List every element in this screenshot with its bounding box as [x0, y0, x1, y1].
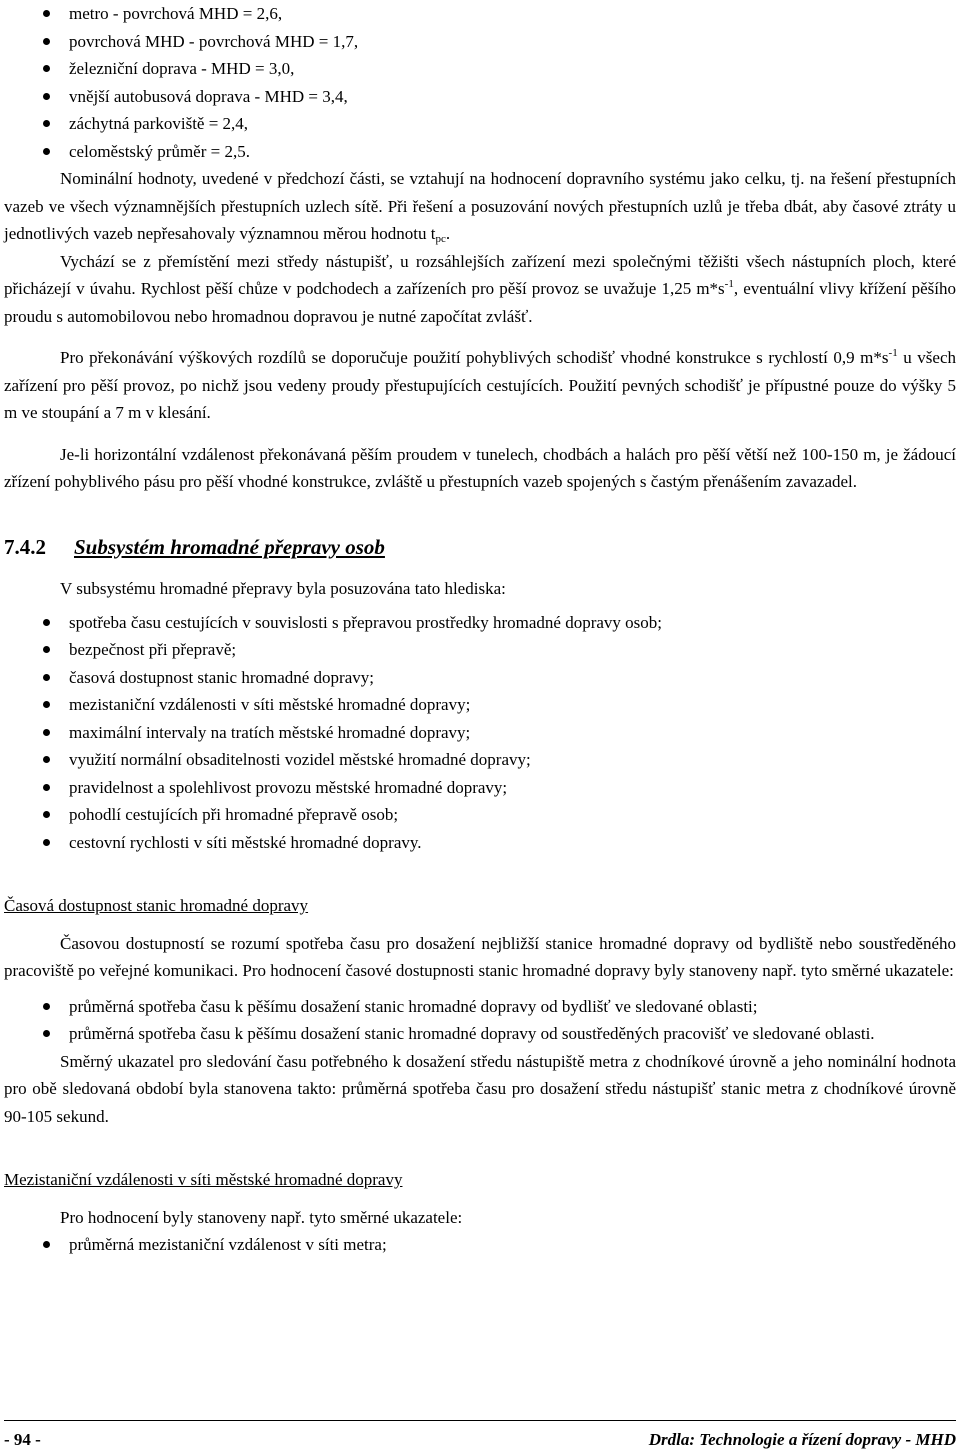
subsection-heading-time-accessibility: Časová dostupnost stanic hromadné dopravy [4, 896, 309, 915]
stop-distance-list [4, 1231, 956, 1259]
list-item: průměrná spotřeba času k pěšímu dosažení stanic hromadné dopravy od soustředěných pracovišť ve sledované oblasti. [4, 1020, 956, 1048]
paragraph-nominal-values: Nominální hodnoty, uvedené v předchozí části, se vztahují na hodnocení dopravního systému jako celku, tj. na řešení přestupních vazeb ve všech významnějších přestupních uzlech sítě. Při řešení a posuzování nových přestupních uzlů je třeba dbát, aby časové ztráty u jednotlivých vazeb nepřesahovaly významnou měrou hodnotu $t_{pc}$. [4, 169, 956, 245]
list-item: záchytná parkoviště = 2,4, [4, 110, 956, 138]
section-number: 7.4.2 [4, 534, 46, 559]
document-page [4, 0, 956, 1259]
page-footer [4, 1420, 956, 1451]
paragraph-walking-speed: Vychází se z přemístění mezi středy nástupišť, u rozsáhlejších zařízení mezi společnými těžišti všech nástupních ploch, které přicházejí v úvahu. Rychlost pěší chůze v podchodech a zařízeních pro pěší provoz se uvažuje 1,25 $m*s^{-1}$, eventuální vlivy křížení pěšího proudu s automobilovou nebo hromadnou dopravou je nutné započítat zvlášť. [4, 251, 956, 326]
criteria-list [4, 609, 956, 857]
time-accessibility-list [4, 993, 956, 1048]
list-item: cestovní rychlosti v síti městské hromadné dopravy. [4, 829, 956, 857]
list-item: využití normální obsaditelnosti vozidel městské hromadné dopravy; [4, 746, 956, 774]
list-item: časová dostupnost stanic hromadné dopravy; [4, 664, 956, 692]
section-title: Subsystém hromadné přepravy osob [74, 534, 385, 559]
section-heading [4, 534, 956, 562]
paragraph-metro-platform: Směrný ukazatel pro sledování času potřebného k dosažení středu nástupiště metra z chodníkové úrovně a jeho nominální hodnota pro obě sledovaná období byla stanovena takto: průměrná spotřeba času pro dosažení středu nástupišť stanic metra z chodníkové úrovně 90-105 sekund. [4, 1051, 956, 1126]
list-item: železniční doprava - MHD = 3,0, [4, 55, 956, 83]
list-item: metro - povrchová MHD = 2,6, [4, 0, 956, 28]
subsection-heading-stop-distances: Mezistaniční vzdálenosti v síti městské hromadné dopravy [4, 1170, 403, 1189]
list-item: spotřeba času cestujících v souvislosti s přepravou prostředky hromadné dopravy osob; [4, 609, 956, 637]
ratio-list [4, 0, 956, 165]
list-item: mezistaniční vzdálenosti v síti městské hromadné dopravy; [4, 691, 956, 719]
page-number: - 94 - [4, 1430, 41, 1449]
list-item: maximální intervaly na tratích městské hromadné dopravy; [4, 719, 956, 747]
list-item: celoměstský průměr = 2,5. [4, 138, 956, 166]
paragraph-escalators: Pro překonávání výškových rozdílů se doporučuje použití pohyblivých schodišť vhodné konstrukce s rychlostí 0,9 $m*s^{-1}$ u všech zařízení pro pěší provoz, po nichž jsou vedeny proudy přestupujících cestujících. Použití pevných schodišť je přípustné pouze do výšky 5 m ve stoupání a 7 m v klesání. [4, 347, 956, 422]
section-intro: V subsystému hromadné přepravy byla posuzována tato hlediska: [60, 579, 506, 598]
list-item: bezpečnost při přepravě; [4, 636, 956, 664]
paragraph-moving-walkway: Je-li horizontální vzdálenost překonávaná pěším proudem v tunelech, chodbách a halách pro pěší větší než 100-150 m, je žádoucí zřízení pohyblivého pásu pro pěší vhodné konstrukce, zvláště u přestupních vazeb spojených s častým přenášením zavazadel. [4, 444, 956, 491]
footer-author: Drdla: Technologie a řízení dopravy - MHD [648, 1430, 956, 1449]
list-item: pohodlí cestujících při hromadné přepravě osob; [4, 801, 956, 829]
list-item: pravidelnost a spolehlivost provozu městské hromadné dopravy; [4, 774, 956, 802]
list-item: vnější autobusová doprava - MHD = 3,4, [4, 83, 956, 111]
list-item: povrchová MHD - povrchová MHD = 1,7, [4, 28, 956, 56]
paragraph-stop-distances: Pro hodnocení byly stanoveny např. tyto směrné ukazatele: [60, 1207, 463, 1227]
paragraph-time-accessibility: Časovou dostupností se rozumí spotřeba času pro dosažení nejbližší stanice hromadné dopravy od bydliště nebo soustředěného pracoviště po veřejné komunikaci. Pro hodnocení časové dostupnosti stanic hromadné dopravy byly stanoveny např. tyto směrné ukazatele: [4, 933, 956, 980]
list-item: průměrná mezistaniční vzdálenost v síti metra; [4, 1231, 956, 1259]
list-item: průměrná spotřeba času k pěšímu dosažení stanic hromadné dopravy od bydlišť ve sledované oblasti; [4, 993, 956, 1021]
